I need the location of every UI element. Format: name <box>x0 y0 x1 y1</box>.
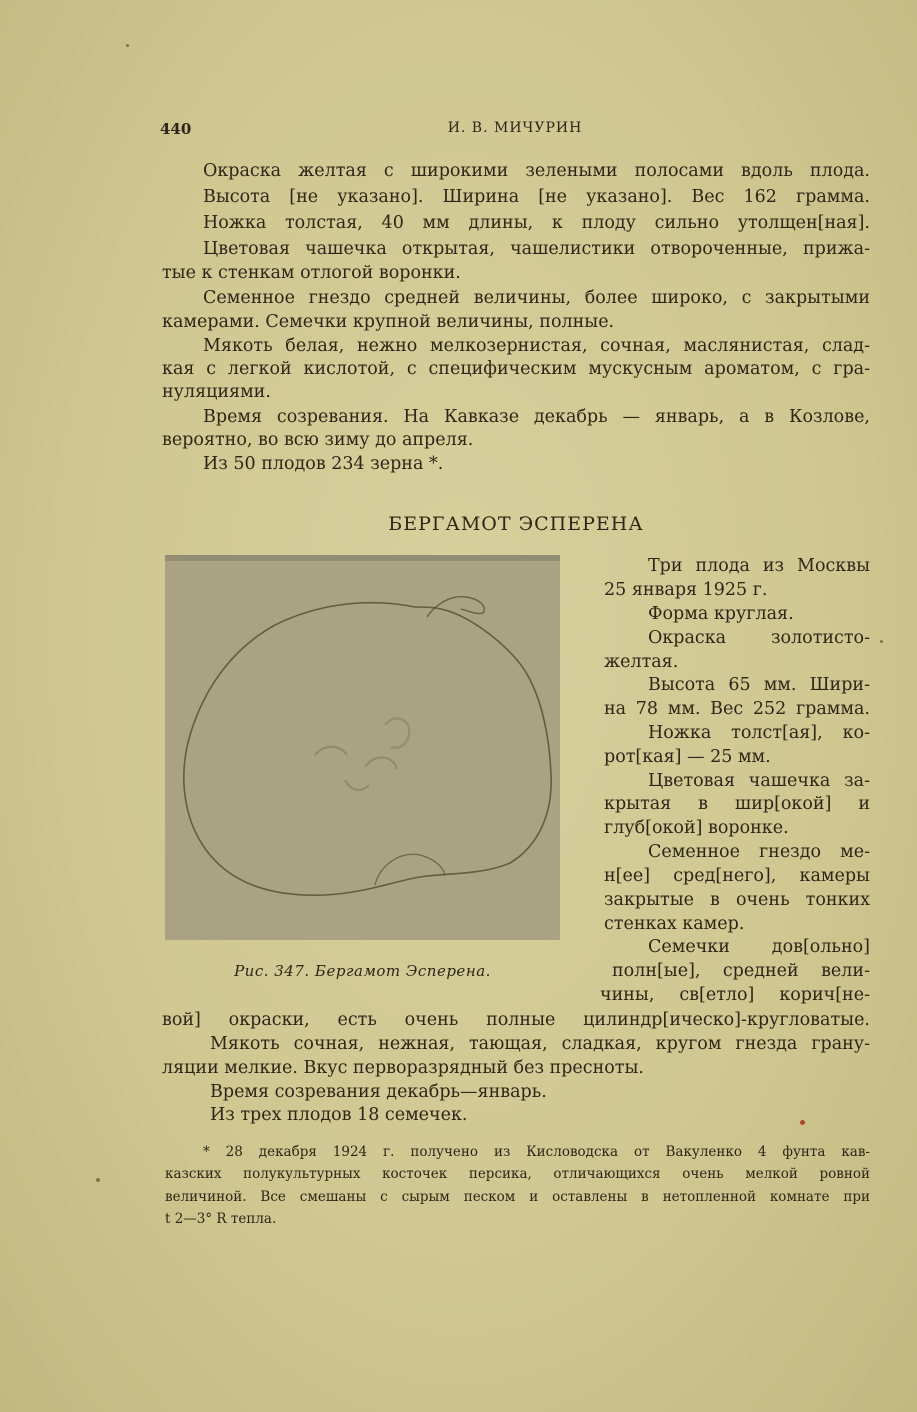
text-line: тые к стенкам отлогой воронки. <box>162 263 461 283</box>
text-line: крытая в шир[окой] и <box>604 794 870 814</box>
text-line: Окраска золотисто- <box>648 628 870 648</box>
text-line: чины, св[етло] корич[не- <box>600 985 870 1005</box>
text-line: Цветовая чашечка открытая, чашелистики отвороченные, прижа- <box>203 239 870 259</box>
text-line: Мякоть белая, нежно мелкозернистая, сочная, маслянистая, слад- <box>203 336 870 356</box>
page-number: 440 <box>160 120 192 138</box>
text-line: Высота [не указано]. Ширина [не указано]. Вес 162 грамма. <box>203 187 870 207</box>
section-title: БЕРГАМОТ ЭСПЕРЕНА <box>388 513 644 535</box>
text-line: Время созревания декабрь—январь. <box>210 1082 547 1102</box>
text-line: Семечки дов[ольно] <box>648 937 870 957</box>
running-head: И. В. МИЧУРИН <box>447 120 583 136</box>
text-line: Время созревания. На Кавказе декабрь — январь, а в Козлове, <box>203 407 870 427</box>
text-line: Форма круглая. <box>648 604 794 624</box>
text-line: вой] окраски, есть очень полные цилиндр[ическо]-кругловатые. <box>162 1010 870 1030</box>
footnote-line: величиной. Все смешаны с сырым песком и оставлены в нетопленной комнате при <box>165 1189 870 1205</box>
text-line: Семенное гнездо средней величины, более широко, с закрытыми <box>203 288 870 308</box>
footnote-line: казских полукультурных косточек персика, отличающихся очень мелкой ровной <box>165 1166 870 1182</box>
text-line: Ножка толст[ая], ко- <box>648 723 870 743</box>
paper-speck <box>96 1178 100 1182</box>
text-line: полн[ые], средней вели- <box>612 961 870 981</box>
footnote-line: t 2—3° R тепла. <box>165 1211 277 1227</box>
text-line: глуб[окой] воронке. <box>604 818 789 838</box>
text-line: закрытые в очень тонких <box>604 890 870 910</box>
text-line: Из трех плодов 18 семечек. <box>210 1105 468 1125</box>
figure-caption: Рис. 347. Бергамот Эсперена. <box>234 962 491 980</box>
text-line: Высота 65 мм. Шири- <box>648 675 870 695</box>
fruit-outline-drawing <box>165 555 560 940</box>
text-line: Три плода из Москвы <box>648 556 870 576</box>
text-line: Семенное гнездо ме- <box>648 842 870 862</box>
text-line: ляции мелкие. Вкус перворазрядный без пресноты. <box>162 1058 644 1078</box>
paper-speck <box>126 44 129 47</box>
text-line: на 78 мм. Вес 252 грамма. <box>604 699 870 719</box>
text-line: кая с легкой кислотой, с специфическим мускусным ароматом, с гра- <box>162 359 870 379</box>
footnote-line: * 28 декабря 1924 г. получено из Кисловодска от Вакуленко 4 фунта кав- <box>203 1144 870 1160</box>
page-header <box>160 120 870 142</box>
text-line: Мякоть сочная, нежная, тающая, сладкая, кругом гнезда грану- <box>210 1034 870 1054</box>
fruit-figure <box>165 555 560 940</box>
text-line: Из 50 плодов 234 зерна *. <box>203 454 444 474</box>
text-line: стенках камер. <box>604 914 745 934</box>
text-line: нуляциями. <box>162 382 271 402</box>
text-line: Ножка толстая, 40 мм длины, к плоду сильно утолщен[ная]. <box>203 213 870 233</box>
text-line: вероятно, во всю зиму до апреля. <box>162 430 474 450</box>
text-line: рот[кая] — 25 мм. <box>604 747 771 767</box>
text-line: 25 января 1925 г. <box>604 580 768 600</box>
text-line: н[ее] сред[него], камеры <box>604 866 870 886</box>
paper-speck <box>880 640 883 643</box>
text-line: желтая. <box>604 652 679 672</box>
text-line: камерами. Семечки крупной величины, полные. <box>162 312 615 332</box>
paper-speck <box>800 1120 805 1125</box>
text-line: Окраска желтая с широкими зелеными полосами вдоль плода. <box>203 161 870 181</box>
text-line: Цветовая чашечка за- <box>648 771 870 791</box>
